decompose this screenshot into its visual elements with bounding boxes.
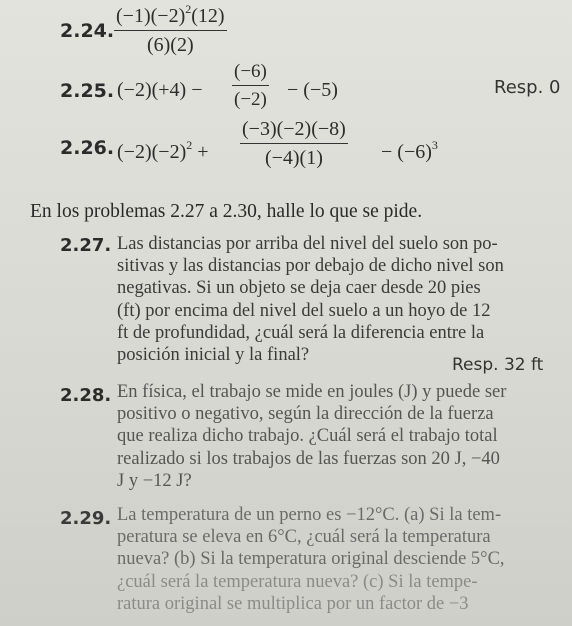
text-line: realizado si los trabajos de las fuerzas son 20 J, −40: [117, 448, 500, 469]
text-line: ft de profundidad, ¿cuál será la diferencia entre la: [117, 322, 485, 343]
text-line: ¿cuál será la temperatura nueva? (c) Si la tempe-: [117, 571, 478, 592]
text-line: peratura se eleva en 6°C, ¿cuál será la temperatura: [117, 527, 491, 548]
answer: Resp. 0: [494, 77, 561, 98]
text-line: Las distancias por arriba del nivel del suelo son po-: [117, 234, 498, 254]
denominator: (−4)(1): [264, 147, 323, 169]
denominator: (6)(2): [146, 34, 194, 56]
denominator: (−2): [234, 89, 267, 110]
problem-number: 2.25.: [60, 80, 115, 102]
text-line: La temperatura de un perno es −12°C. (a) Si la tem-: [117, 505, 502, 525]
answer: Resp. 32 ft: [452, 355, 544, 375]
text-line: sitivas y las distancias por debajo de dicho nivel son: [117, 256, 504, 277]
numerator: (−6): [232, 61, 269, 86]
problem-number: 2.28.: [60, 385, 112, 406]
text-line: J y −12 J?: [117, 470, 192, 491]
text-line: positivo o negativo, según la dirección de la fuerza: [117, 404, 494, 425]
fraction: [240, 118, 348, 170]
fraction: [114, 2, 227, 57]
numerator: (−3)(−2)(−8): [240, 118, 348, 144]
text-line: En física, el trabajo se mide en joules (J) y puede ser: [117, 382, 507, 402]
problem-text: [117, 504, 505, 615]
expression-end: − (−5): [287, 79, 338, 101]
problem-number: 2.27.: [60, 235, 112, 256]
text-line: que realiza dicho trabajo. ¿Cuál será el trabajo total: [117, 426, 498, 447]
problem-number: 2.29.: [60, 508, 112, 529]
expression-start: $(-2)(-2)^2$ +: [117, 138, 209, 163]
fraction: [232, 61, 269, 111]
problem-text: [117, 233, 504, 366]
text-line: nueva? (b) Si la temperatura original desciende 5°C,: [117, 549, 505, 570]
problem-text: [117, 381, 506, 492]
problem-number: 2.26.: [60, 137, 115, 159]
expression-start: (−2)(+4) −: [117, 79, 203, 101]
text-line: negativas. Si un objeto se deja caer desde 20 pies: [117, 278, 481, 299]
problem-number: 2.24.: [60, 20, 115, 42]
section-intro: En los problemas 2.27 a 2.30, halle lo que se pide.: [30, 201, 423, 222]
numerator: $(-1)(-2)^2(12)$: [114, 2, 227, 31]
text-line: (ft) por encima del nivel del suelo a un hoyo de 12: [117, 300, 491, 321]
text-line: ratura original se multiplica por un factor de −3: [117, 593, 469, 614]
text-line: posición inicial y la final?: [117, 344, 310, 365]
expression-end: − $(-6)^3$: [381, 138, 438, 163]
